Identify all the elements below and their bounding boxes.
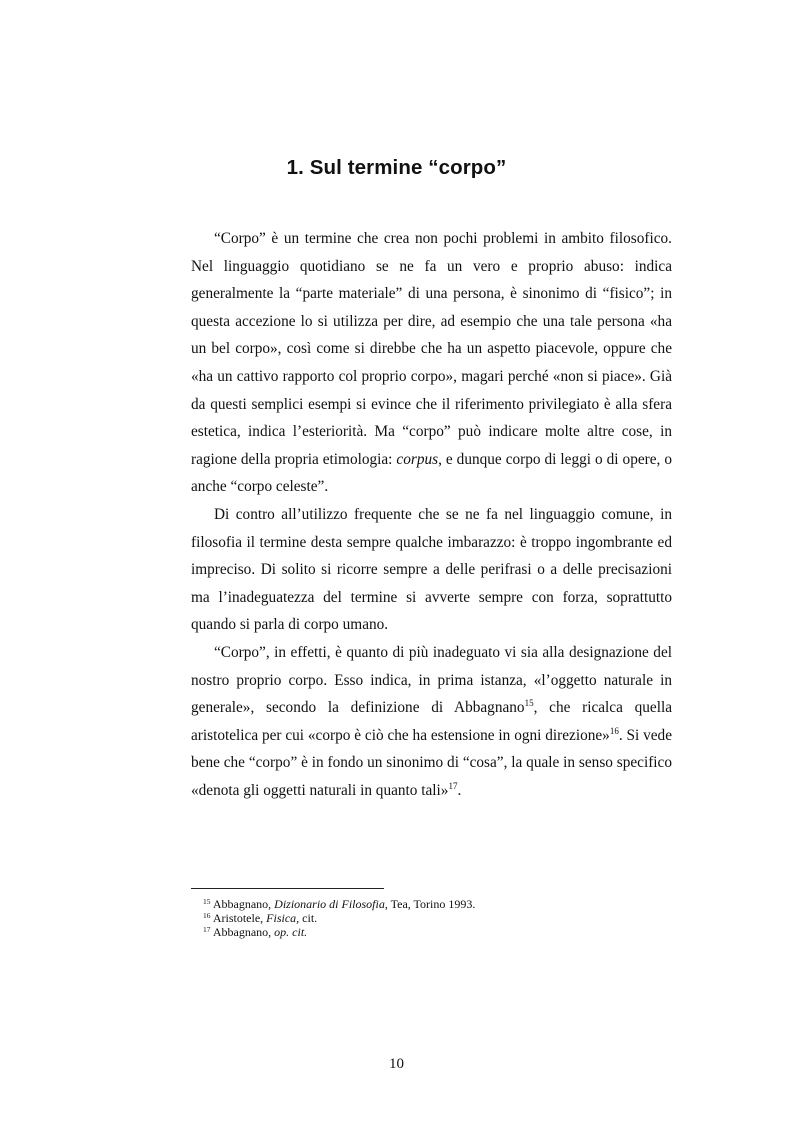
footnote-author: Abbagnano, (210, 897, 275, 911)
page-number: 10 (389, 1056, 404, 1072)
footnote-17 (203, 925, 673, 939)
paragraph-2: Di contro all’utilizzo frequente che se ne fa nel linguaggio comune, in filosofia il termine desta sempre qualche imbarazzo: è troppo ingombrante ed impreciso. Di solito si ricorre sempre a delle perifrasi o a delle precisazioni ma l’inadeguatezza del termine si avverte sempre con forza, soprattutto quando si parla di corpo umano. (191, 505, 672, 634)
footnote-ref-16[interactable]: 16 (609, 725, 619, 736)
footnote-16 (203, 911, 673, 925)
footnote-number: 17 (203, 925, 211, 934)
paragraph-3-text-b: , che ricalca quella aristotelica per cui «corpo è ciò che ha estensione in ogni direzione» (191, 699, 673, 744)
footnotes (203, 897, 673, 939)
footnote-author: Abbagnano, (210, 925, 275, 939)
paragraph-3-text-d: . (457, 781, 462, 799)
footnote-details: , Tea, Torino 1993. (384, 897, 476, 911)
paragraph-1 (191, 225, 672, 501)
body-text (191, 225, 672, 804)
footnote-work-title: Dizionario di Filosofia (274, 897, 385, 911)
footnote-author: Aristotele, (210, 911, 267, 925)
corpus-term: corpus (396, 450, 439, 468)
footnote-details: cit. (299, 911, 318, 925)
footnote-work-title: Fisica, (266, 911, 300, 925)
footnote-work-title: op. cit. (274, 925, 308, 939)
footnote-separator (191, 888, 384, 889)
paragraph-1-text-a: “Corpo” è un termine che crea non pochi problemi in ambito filosofico. Nel linguaggio quotidiano se ne fa un vero e proprio abuso: indica generalmente la “parte materiale” di una persona, è sinonimo di “fisico”; in questa accezione lo si utilizza per dire, ad esempio che una tale persona «ha un bel corpo», così come si direbbe che ha un aspetto piacevole, oppure che «ha un cattivo rapporto col proprio corpo», magari perché «non si piace». Già da questi semplici esempi si evince che il riferimento privilegiato è alla sfera estetica, indica l’esteriorità. Ma “corpo” può indicare molte altre cose, in ragione della propria etimologia: (191, 230, 672, 468)
footnote-number: 16 (203, 911, 211, 920)
chapter-title: 1. Sul termine “corpo” (286, 156, 507, 179)
footnote-ref-17[interactable]: 17 (448, 780, 458, 791)
paragraph-1-text-b: , e dunque corpo di leggi o di opere, o anche “corpo celeste”. (191, 450, 672, 496)
footnote-ref-15[interactable]: 15 (524, 698, 534, 709)
paragraph-3-text-a: “Corpo”, in effetti, è quanto di più inadeguato vi sia alla designazione del nostro proprio corpo. Esso indica, in prima istanza, «l’oggetto naturale in generale», secondo la definizione di Abbagnano (191, 643, 672, 717)
paragraph-3 (191, 639, 672, 805)
paragraph-3-text-c: . Si vede bene che “corpo” è in fondo un sinonimo di “cosa”, la quale in senso specifico «denota gli oggetti naturali in quanto tali» (191, 726, 672, 799)
footnote-number: 15 (203, 897, 211, 906)
footnote-15 (203, 897, 673, 911)
